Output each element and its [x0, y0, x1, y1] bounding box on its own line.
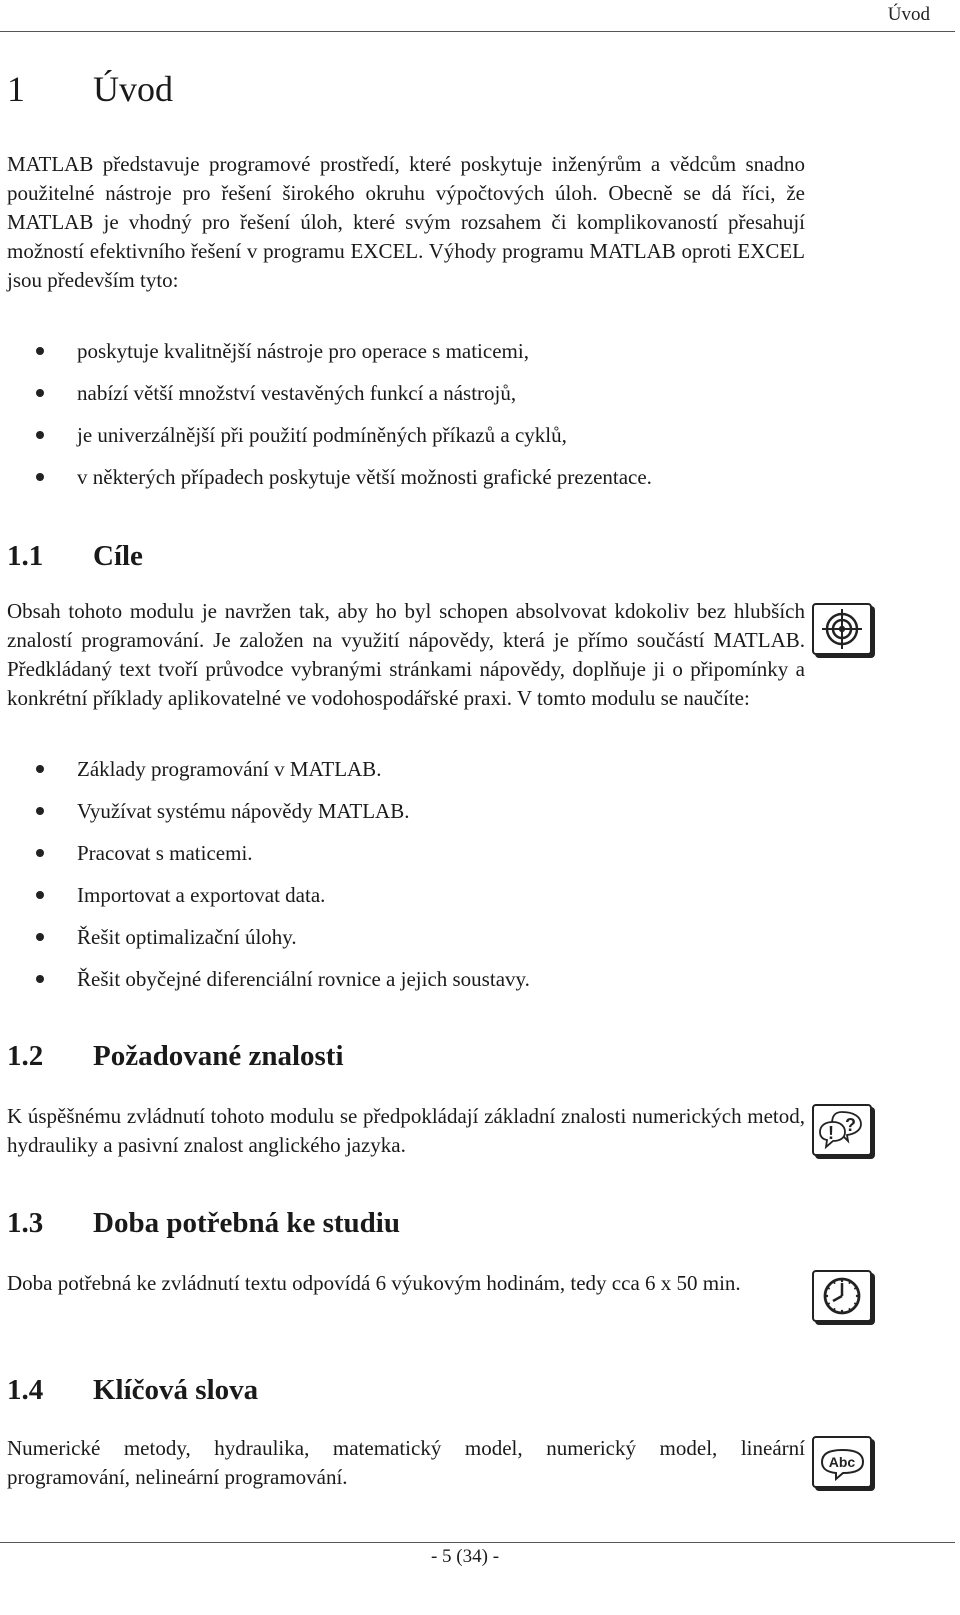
list-item: poskytuje kvalitnější nástroje pro operace s maticemi, — [7, 337, 652, 379]
question-exclamation-icon — [812, 1104, 872, 1156]
section-1-4-paragraph: Numerické metody, hydraulika, matematický model, numerický model, lineární programování, nelineární programování. — [7, 1436, 805, 1489]
intro-bullet-list — [7, 337, 652, 505]
section-1-2-paragraph: K úspěšnému zvládnutí tohoto modulu se předpokládají základní znalosti numerických metod, hydrauliky a pasivní znalost anglického jazyka. — [7, 1104, 805, 1157]
list-item: v některých případech poskytuje větší možnosti grafické prezentace. — [7, 463, 652, 505]
exclamation-mark-glyph: ! — [828, 1123, 834, 1143]
list-item: Řešit obyčejné diferenciální rovnice a jejich soustavy. — [7, 965, 530, 1007]
section-title: Požadované znalosti — [93, 1040, 344, 1072]
section-title: Doba potřebná ke studiu — [93, 1207, 400, 1239]
header-rule — [0, 31, 955, 32]
section-1-1-paragraph: Obsah tohoto modulu je navržen tak, aby ho byl schopen absolvovat kdokoliv bez hlubších znalostí programování. Je založen na využití nápovědy, která je přímo součástí MATLAB. Předkládaný text tvoří průvodce vybranými stránkami nápovědy, doplňuje ji o připomínky a konkrétní příklady aplikovatelné ve vodohospodářské praxi. V tomto modulu se naučíte: — [7, 599, 805, 710]
list-item: je univerzálnější při použití podmíněných příkazů a cyklů, — [7, 421, 652, 463]
chapter-number: 1 — [7, 69, 25, 109]
list-item: Využívat systému nápovědy MATLAB. — [7, 797, 530, 839]
question-mark-glyph: ? — [845, 1115, 856, 1135]
list-item: Pracovat s maticemi. — [7, 839, 530, 881]
list-item: Základy programování v MATLAB. — [7, 755, 530, 797]
chapter-title: Úvod — [93, 69, 173, 109]
abc-glyph: Abc — [828, 1454, 856, 1470]
list-item: nabízí větší množství vestavěných funkcí a nástrojů, — [7, 379, 652, 421]
section-title: Cíle — [93, 540, 143, 572]
goals-bullet-list — [7, 755, 530, 1007]
section-title: Klíčová slova — [93, 1374, 259, 1406]
section-number: 1.1 — [7, 540, 44, 572]
list-item: Řešit optimalizační úlohy. — [7, 923, 530, 965]
list-item: Importovat a exportovat data. — [7, 881, 530, 923]
section-number: 1.3 — [7, 1207, 44, 1239]
intro-paragraph: MATLAB představuje programové prostředí, které poskytuje inženýrům a vědcům snadno použitelné nástroje pro řešení širokého okruhu výpočtových úloh. Obecně se dá říci, že MATLAB je vhodný pro řešení úloh, které svým rozsahem či komplikovaností přesahují možností efektivního řešení v programu EXCEL. Výhody programu MATLAB oproti EXCEL jsou především tyto: — [7, 152, 805, 292]
clock-icon — [812, 1270, 872, 1322]
page-number: - 5 (34) - — [430, 1546, 500, 1567]
section-number: 1.4 — [7, 1374, 44, 1406]
abc-icon — [812, 1436, 872, 1488]
section-number: 1.2 — [7, 1040, 44, 1072]
running-header: Úvod — [887, 4, 930, 25]
footer-rule — [0, 1542, 955, 1543]
section-1-3-paragraph: Doba potřebná ke zvládnutí textu odpovídá 6 výukovým hodinám, tedy cca 6 x 50 min. — [7, 1271, 741, 1295]
target-icon — [812, 603, 872, 655]
